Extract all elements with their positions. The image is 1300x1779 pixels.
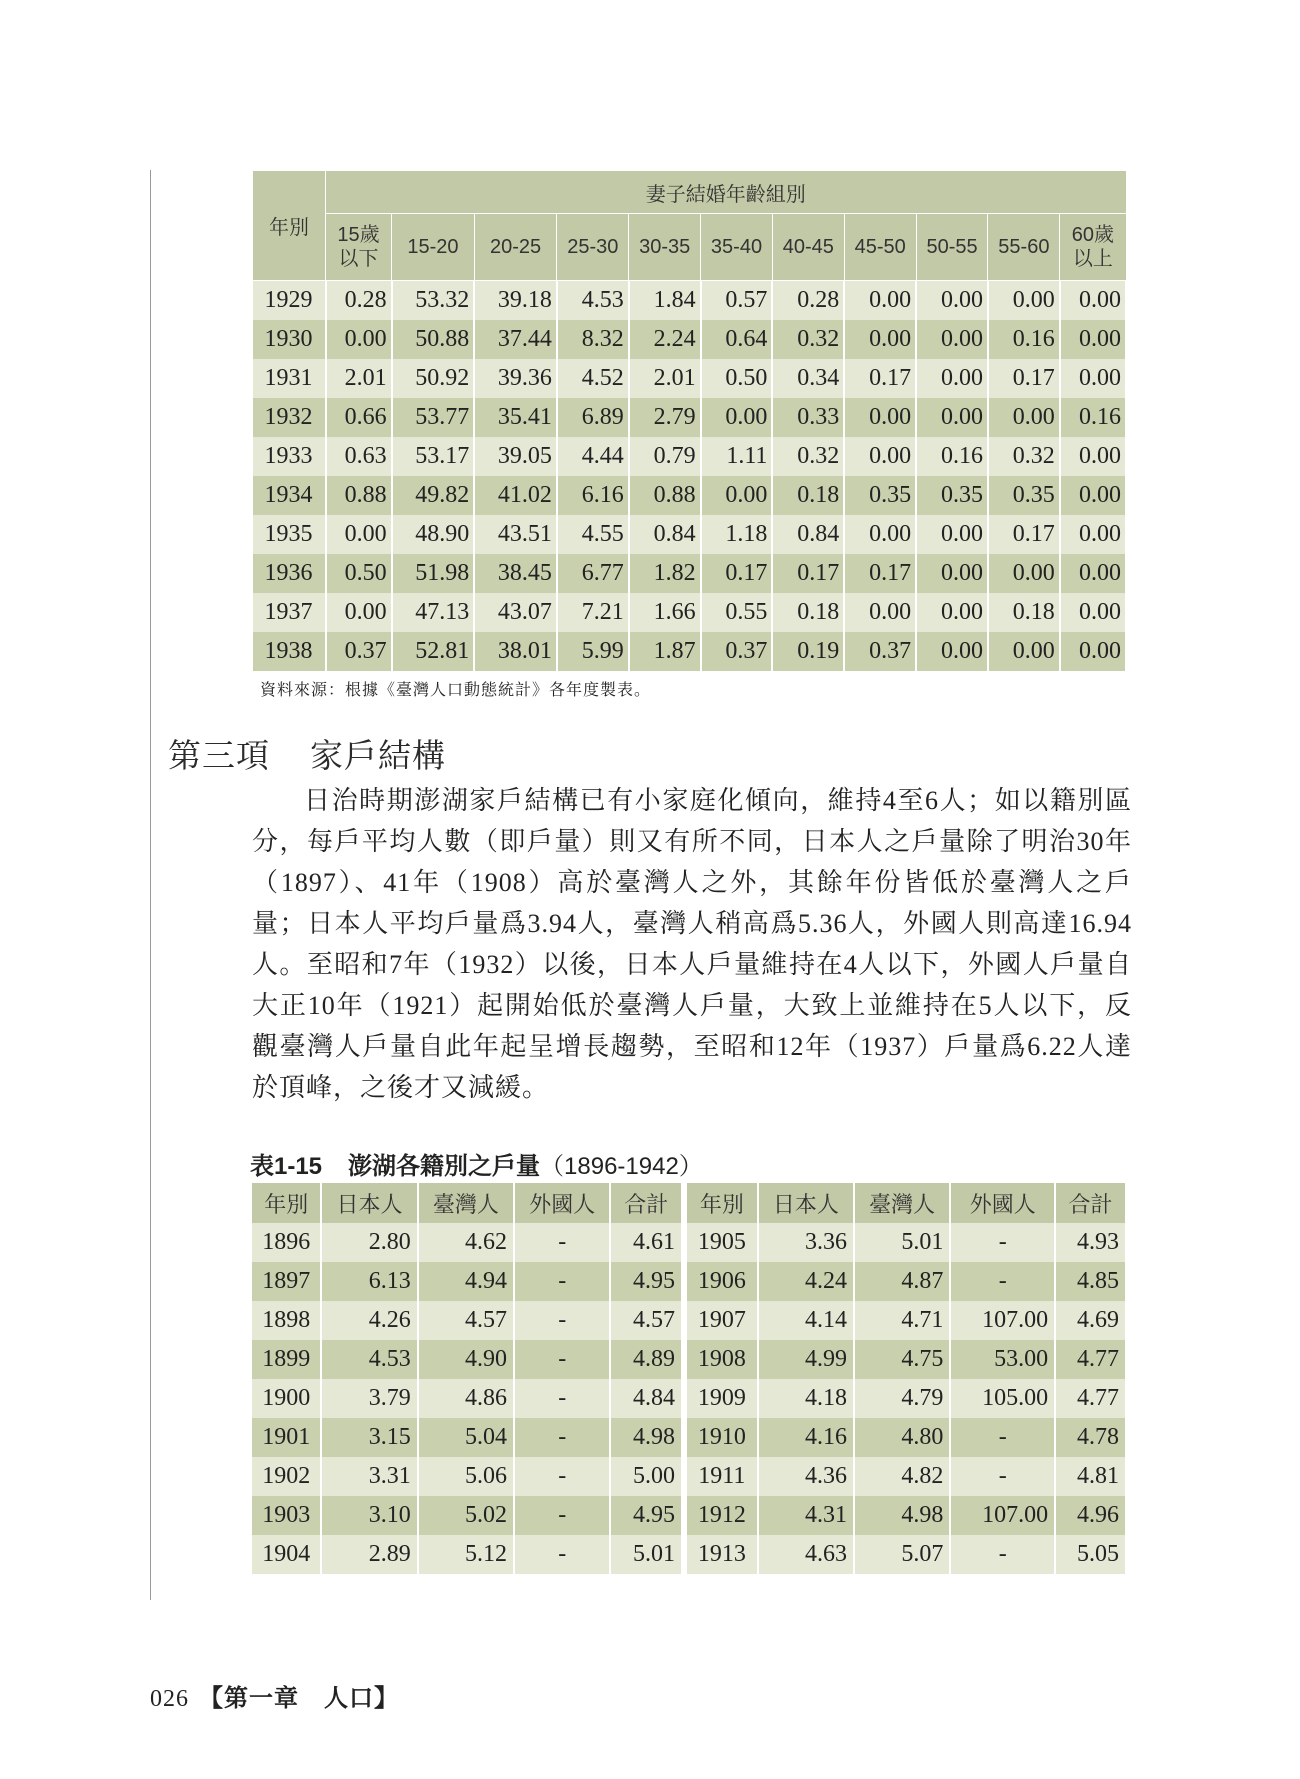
value-cell: 5.00 xyxy=(610,1457,684,1496)
value-cell: 53.17 xyxy=(392,437,475,476)
value-cell: - xyxy=(514,1223,610,1262)
value-cell: - xyxy=(950,1262,1055,1301)
column-header: 日本人 xyxy=(758,1183,854,1223)
value-cell: 4.18 xyxy=(758,1379,854,1418)
value-cell: 39.18 xyxy=(474,281,557,321)
value-cell: 2.01 xyxy=(326,359,392,398)
value-cell: 3.79 xyxy=(321,1379,417,1418)
year-cell: 1906 xyxy=(684,1262,758,1301)
table-caption-number: 表1-15 xyxy=(250,1153,323,1180)
value-cell: 53.77 xyxy=(392,398,475,437)
value-cell: 48.90 xyxy=(392,515,475,554)
value-cell: 0.37 xyxy=(844,632,916,671)
value-cell: 0.00 xyxy=(326,593,392,632)
value-cell: 0.00 xyxy=(988,281,1060,321)
value-cell: - xyxy=(514,1262,610,1301)
year-cell: 1910 xyxy=(684,1418,758,1457)
table-row xyxy=(253,476,1127,515)
value-cell: - xyxy=(950,1457,1055,1496)
value-cell: 4.77 xyxy=(1055,1340,1126,1379)
value-cell: - xyxy=(950,1535,1055,1574)
value-cell: 5.04 xyxy=(418,1418,514,1457)
year-header: 年別 xyxy=(253,171,326,281)
value-cell: 0.55 xyxy=(701,593,773,632)
value-cell: 43.51 xyxy=(474,515,557,554)
value-cell: 4.80 xyxy=(854,1418,950,1457)
value-cell: 4.96 xyxy=(1055,1496,1126,1535)
value-cell: - xyxy=(950,1418,1055,1457)
value-cell: 4.81 xyxy=(1055,1457,1126,1496)
value-cell: 4.90 xyxy=(418,1340,514,1379)
column-header: 臺灣人 xyxy=(418,1183,514,1223)
age-group-header xyxy=(629,214,701,281)
value-cell: 0.00 xyxy=(844,437,916,476)
value-cell: 0.00 xyxy=(1060,515,1126,554)
column-header: 年別 xyxy=(252,1183,321,1223)
chapter-label: 【第一章 人口】 xyxy=(199,1686,399,1712)
value-cell: 0.88 xyxy=(326,476,392,515)
value-cell: 0.00 xyxy=(844,593,916,632)
value-cell: - xyxy=(514,1379,610,1418)
value-cell: 7.21 xyxy=(557,593,629,632)
value-cell: 0.17 xyxy=(988,515,1060,554)
value-cell: 6.89 xyxy=(557,398,629,437)
value-cell: 5.02 xyxy=(418,1496,514,1535)
age-group-header-line: 25-30 xyxy=(567,236,619,258)
value-cell: 0.88 xyxy=(629,476,701,515)
value-cell: 4.14 xyxy=(758,1301,854,1340)
value-cell: 4.53 xyxy=(321,1340,417,1379)
value-cell: 3.31 xyxy=(321,1457,417,1496)
value-cell: 0.16 xyxy=(916,437,988,476)
value-cell: 4.85 xyxy=(1055,1262,1126,1301)
year-cell: 1938 xyxy=(253,632,326,671)
value-cell: 4.94 xyxy=(418,1262,514,1301)
age-group-header-line: 50-55 xyxy=(926,236,978,258)
column-header: 年別 xyxy=(684,1183,758,1223)
value-cell: 2.79 xyxy=(629,398,701,437)
value-cell: 3.36 xyxy=(758,1223,854,1262)
age-group-header-line: 15-20 xyxy=(407,236,459,258)
value-cell: 4.26 xyxy=(321,1301,417,1340)
age-group-header-line: 60歲 xyxy=(1071,224,1115,246)
age-group-header xyxy=(701,214,773,281)
value-cell: 0.35 xyxy=(844,476,916,515)
year-cell: 1936 xyxy=(253,554,326,593)
value-cell: 1.82 xyxy=(629,554,701,593)
value-cell: 0.33 xyxy=(772,398,844,437)
age-group-header-line: 以下 xyxy=(338,248,379,270)
value-cell: 0.00 xyxy=(844,398,916,437)
value-cell: 47.13 xyxy=(392,593,475,632)
value-cell: 51.98 xyxy=(392,554,475,593)
value-cell: 0.50 xyxy=(701,359,773,398)
year-cell: 1931 xyxy=(253,359,326,398)
value-cell: 4.52 xyxy=(557,359,629,398)
value-cell: 0.00 xyxy=(988,632,1060,671)
value-cell: 6.77 xyxy=(557,554,629,593)
value-cell: 4.69 xyxy=(1055,1301,1126,1340)
value-cell: 1.66 xyxy=(629,593,701,632)
value-cell: 0.00 xyxy=(326,515,392,554)
value-cell: 4.95 xyxy=(610,1262,684,1301)
age-group-header xyxy=(392,214,475,281)
value-cell: 0.35 xyxy=(916,476,988,515)
value-cell: 4.53 xyxy=(557,281,629,321)
section-number: 第三項 xyxy=(168,737,270,774)
age-group-header xyxy=(772,214,844,281)
value-cell: 0.00 xyxy=(844,515,916,554)
household-size-table xyxy=(252,1183,1127,1574)
year-cell: 1908 xyxy=(684,1340,758,1379)
value-cell: 0.00 xyxy=(1060,476,1126,515)
column-header: 臺灣人 xyxy=(854,1183,950,1223)
body-paragraph: 日治時期澎湖家戶結構已有小家庭化傾向，維持4至6人；如以籍別區分，每戶平均人數（即戶量）則又有所不同，日本人之戶量除了明治30年（1897）、41年（1908）高於臺灣人之外，其餘年份皆低於臺灣人之戶量；日本人平均戶量爲3.94人，臺灣人稍高爲5.36人，外國人則高達16.94人。至昭和7年（1932）以後，日本人戶量維持在4人以下，外國人戶量自大正10年（1921）起開始低於臺灣人戶量，大致上並維持在5人以下，反觀臺灣人戶量自此年起呈增長趨勢，至昭和12年（1937）戶量爲6.22人達於頂峰，之後才又減緩。 xyxy=(252,786,1132,1102)
value-cell: 1.18 xyxy=(701,515,773,554)
table-row xyxy=(252,1223,1126,1262)
table-row xyxy=(252,1379,1126,1418)
table-caption xyxy=(250,1146,703,1181)
value-cell: 0.37 xyxy=(701,632,773,671)
value-cell: 105.00 xyxy=(950,1379,1055,1418)
table-caption-title: 澎湖各籍別之戶量 xyxy=(348,1153,541,1180)
age-group-header xyxy=(988,214,1060,281)
year-cell: 1933 xyxy=(253,437,326,476)
value-cell: 50.88 xyxy=(392,320,475,359)
table-row xyxy=(253,398,1127,437)
value-cell: 1.87 xyxy=(629,632,701,671)
value-cell: 5.07 xyxy=(854,1535,950,1574)
table-row xyxy=(253,320,1127,359)
value-cell: 4.36 xyxy=(758,1457,854,1496)
value-cell: 0.00 xyxy=(988,398,1060,437)
value-cell: 0.18 xyxy=(772,476,844,515)
column-header: 外國人 xyxy=(950,1183,1055,1223)
column-header: 合計 xyxy=(1055,1183,1126,1223)
value-cell: 6.16 xyxy=(557,476,629,515)
table-row xyxy=(253,554,1127,593)
table-row xyxy=(253,359,1127,398)
value-cell: 0.63 xyxy=(326,437,392,476)
value-cell: 0.32 xyxy=(772,437,844,476)
value-cell: 0.57 xyxy=(701,281,773,321)
value-cell: 39.05 xyxy=(474,437,557,476)
year-cell: 1909 xyxy=(684,1379,758,1418)
value-cell: 5.06 xyxy=(418,1457,514,1496)
year-cell: 1899 xyxy=(252,1340,321,1379)
table-row xyxy=(253,515,1127,554)
value-cell: 37.44 xyxy=(474,320,557,359)
value-cell: 0.28 xyxy=(326,281,392,321)
value-cell: 0.32 xyxy=(988,437,1060,476)
value-cell: 0.00 xyxy=(1060,554,1126,593)
value-cell: 3.15 xyxy=(321,1418,417,1457)
value-cell: 2.89 xyxy=(321,1535,417,1574)
value-cell: 4.95 xyxy=(610,1496,684,1535)
value-cell: 5.01 xyxy=(610,1535,684,1574)
age-group-header-line: 45-50 xyxy=(854,236,906,258)
value-cell: 0.00 xyxy=(701,398,773,437)
age-group-header xyxy=(557,214,629,281)
value-cell: 0.00 xyxy=(326,320,392,359)
column-header: 外國人 xyxy=(514,1183,610,1223)
value-cell: 53.32 xyxy=(392,281,475,321)
value-cell: 4.77 xyxy=(1055,1379,1126,1418)
table-row xyxy=(253,632,1127,671)
table-row xyxy=(253,281,1127,321)
table-row xyxy=(252,1496,1126,1535)
table-row xyxy=(252,1340,1126,1379)
value-cell: 4.98 xyxy=(610,1418,684,1457)
value-cell: 4.24 xyxy=(758,1262,854,1301)
page-number: 026 xyxy=(150,1686,189,1712)
value-cell: 2.01 xyxy=(629,359,701,398)
age-group-header-line: 55-60 xyxy=(998,236,1050,258)
value-cell: 38.01 xyxy=(474,632,557,671)
value-cell: 4.61 xyxy=(610,1223,684,1262)
value-cell: 4.93 xyxy=(1055,1223,1126,1262)
value-cell: 4.75 xyxy=(854,1340,950,1379)
table-row xyxy=(252,1457,1126,1496)
value-cell: 107.00 xyxy=(950,1496,1055,1535)
year-cell: 1898 xyxy=(252,1301,321,1340)
value-cell: 5.05 xyxy=(1055,1535,1126,1574)
group-header: 妻子結婚年齡組別 xyxy=(326,171,1127,214)
value-cell: 0.17 xyxy=(772,554,844,593)
value-cell: 4.31 xyxy=(758,1496,854,1535)
value-cell: 0.17 xyxy=(701,554,773,593)
value-cell: 0.00 xyxy=(916,515,988,554)
age-group-header xyxy=(326,214,392,281)
value-cell: 4.63 xyxy=(758,1535,854,1574)
value-cell: - xyxy=(514,1496,610,1535)
value-cell: 0.00 xyxy=(916,554,988,593)
value-cell: 0.16 xyxy=(1060,398,1126,437)
year-cell: 1902 xyxy=(252,1457,321,1496)
value-cell: 50.92 xyxy=(392,359,475,398)
value-cell: 4.71 xyxy=(854,1301,950,1340)
value-cell: 2.24 xyxy=(629,320,701,359)
year-cell: 1937 xyxy=(253,593,326,632)
value-cell: 0.84 xyxy=(772,515,844,554)
page-footer xyxy=(150,1678,399,1713)
value-cell: 0.79 xyxy=(629,437,701,476)
value-cell: 4.99 xyxy=(758,1340,854,1379)
column-header: 合計 xyxy=(610,1183,684,1223)
age-group-header-line: 35-40 xyxy=(710,236,763,258)
value-cell: 53.00 xyxy=(950,1340,1055,1379)
age-group-header-line: 15歲 xyxy=(337,224,380,246)
table-row xyxy=(252,1535,1126,1574)
value-cell: 4.98 xyxy=(854,1496,950,1535)
value-cell: 0.00 xyxy=(916,398,988,437)
year-cell: 1911 xyxy=(684,1457,758,1496)
value-cell: 0.35 xyxy=(988,476,1060,515)
value-cell: 0.00 xyxy=(844,320,916,359)
value-cell: 0.50 xyxy=(326,554,392,593)
value-cell: 4.57 xyxy=(610,1301,684,1340)
year-cell: 1897 xyxy=(252,1262,321,1301)
year-cell: 1903 xyxy=(252,1496,321,1535)
value-cell: 0.17 xyxy=(988,359,1060,398)
value-cell: 0.00 xyxy=(844,281,916,321)
marriage-age-table xyxy=(252,170,1127,671)
year-cell: 1913 xyxy=(684,1535,758,1574)
value-cell: 0.00 xyxy=(916,359,988,398)
value-cell: - xyxy=(950,1223,1055,1262)
value-cell: 4.62 xyxy=(418,1223,514,1262)
value-cell: 0.64 xyxy=(701,320,773,359)
value-cell: 0.00 xyxy=(988,554,1060,593)
year-cell: 1905 xyxy=(684,1223,758,1262)
value-cell: 3.10 xyxy=(321,1496,417,1535)
value-cell: 4.16 xyxy=(758,1418,854,1457)
value-cell: - xyxy=(514,1457,610,1496)
value-cell: 5.99 xyxy=(557,632,629,671)
value-cell: 4.44 xyxy=(557,437,629,476)
age-group-header xyxy=(916,214,988,281)
value-cell: 41.02 xyxy=(474,476,557,515)
value-cell: 38.45 xyxy=(474,554,557,593)
value-cell: 0.00 xyxy=(916,281,988,321)
section-heading xyxy=(168,730,446,777)
value-cell: - xyxy=(514,1418,610,1457)
value-cell: 0.18 xyxy=(988,593,1060,632)
value-cell: 0.37 xyxy=(326,632,392,671)
table-row xyxy=(252,1301,1126,1340)
value-cell: 4.87 xyxy=(854,1262,950,1301)
value-cell: 0.00 xyxy=(916,320,988,359)
value-cell: 6.13 xyxy=(321,1262,417,1301)
value-cell: 0.18 xyxy=(772,593,844,632)
value-cell: 107.00 xyxy=(950,1301,1055,1340)
year-cell: 1904 xyxy=(252,1535,321,1574)
age-group-header xyxy=(844,214,916,281)
value-cell: 4.82 xyxy=(854,1457,950,1496)
year-cell: 1901 xyxy=(252,1418,321,1457)
value-cell: 0.17 xyxy=(844,359,916,398)
value-cell: 0.28 xyxy=(772,281,844,321)
age-group-header xyxy=(474,214,557,281)
value-cell: 5.12 xyxy=(418,1535,514,1574)
value-cell: - xyxy=(514,1535,610,1574)
year-cell: 1912 xyxy=(684,1496,758,1535)
table-caption-range: （1896-1942） xyxy=(540,1153,703,1180)
value-cell: 0.00 xyxy=(1060,281,1126,321)
year-cell: 1896 xyxy=(252,1223,321,1262)
value-cell: 4.55 xyxy=(557,515,629,554)
value-cell: 0.16 xyxy=(988,320,1060,359)
value-cell: - xyxy=(514,1301,610,1340)
age-group-header-line: 以上 xyxy=(1072,248,1113,270)
value-cell: 4.84 xyxy=(610,1379,684,1418)
value-cell: 1.11 xyxy=(701,437,773,476)
value-cell: 0.19 xyxy=(772,632,844,671)
age-group-header-line: 20-25 xyxy=(489,236,542,258)
table-row xyxy=(252,1262,1126,1301)
value-cell: 0.00 xyxy=(916,632,988,671)
value-cell: 0.32 xyxy=(772,320,844,359)
value-cell: 0.84 xyxy=(629,515,701,554)
year-cell: 1929 xyxy=(253,281,326,321)
value-cell: 0.00 xyxy=(1060,320,1126,359)
margin-rule xyxy=(150,170,151,1600)
value-cell: - xyxy=(514,1340,610,1379)
value-cell: 0.00 xyxy=(701,476,773,515)
value-cell: 1.84 xyxy=(629,281,701,321)
value-cell: 39.36 xyxy=(474,359,557,398)
value-cell: 2.80 xyxy=(321,1223,417,1262)
year-cell: 1934 xyxy=(253,476,326,515)
year-cell: 1907 xyxy=(684,1301,758,1340)
value-cell: 0.00 xyxy=(1060,632,1126,671)
age-group-header-line: 30-35 xyxy=(639,236,691,258)
value-cell: 35.41 xyxy=(474,398,557,437)
value-cell: 52.81 xyxy=(392,632,475,671)
value-cell: 0.66 xyxy=(326,398,392,437)
age-group-header xyxy=(1060,214,1126,281)
section-title: 家戶結構 xyxy=(310,737,446,774)
year-cell: 1930 xyxy=(253,320,326,359)
value-cell: 5.01 xyxy=(854,1223,950,1262)
value-cell: 0.00 xyxy=(916,593,988,632)
value-cell: 0.34 xyxy=(772,359,844,398)
table-row xyxy=(253,593,1127,632)
age-group-header-line: 40-45 xyxy=(782,236,834,258)
table-source-note: 資料來源：根據《臺灣人口動態統計》各年度製表。 xyxy=(260,682,652,699)
year-cell: 1900 xyxy=(252,1379,321,1418)
value-cell: 0.00 xyxy=(1060,593,1126,632)
value-cell: 0.00 xyxy=(1060,437,1126,476)
year-cell: 1935 xyxy=(253,515,326,554)
table-row xyxy=(252,1418,1126,1457)
table-row xyxy=(253,437,1127,476)
year-cell: 1932 xyxy=(253,398,326,437)
value-cell: 0.17 xyxy=(844,554,916,593)
value-cell: 4.57 xyxy=(418,1301,514,1340)
value-cell: 4.79 xyxy=(854,1379,950,1418)
value-cell: 49.82 xyxy=(392,476,475,515)
column-header: 日本人 xyxy=(321,1183,417,1223)
value-cell: 4.89 xyxy=(610,1340,684,1379)
value-cell: 0.00 xyxy=(1060,359,1126,398)
value-cell: 43.07 xyxy=(474,593,557,632)
value-cell: 4.86 xyxy=(418,1379,514,1418)
value-cell: 4.78 xyxy=(1055,1418,1126,1457)
value-cell: 8.32 xyxy=(557,320,629,359)
